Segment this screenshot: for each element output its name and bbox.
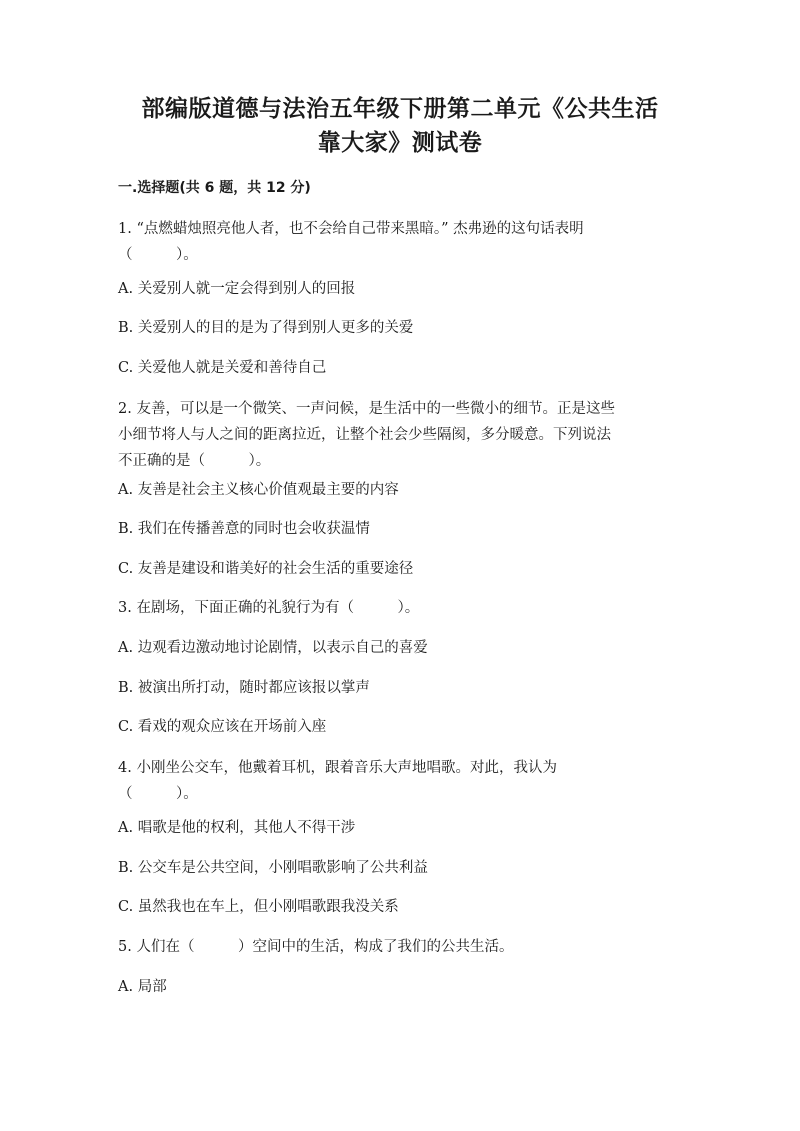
- answer-option[interactable]: A. 友善是社会主义核心价值观最主要的内容: [118, 482, 399, 498]
- section-heading: 一.选择题(共 6 题，共 12 分): [118, 180, 311, 196]
- question-stem: 3. 在剧场，下面正确的礼貌行为有（ ）。: [118, 600, 420, 616]
- question-stem-line: （ ）。: [118, 247, 198, 263]
- title-line-1: 部编版道德与法治五年级下册第二单元《公共生活: [141, 96, 659, 122]
- question-stem-line: 1. “点燃蜡烛照亮他人者，也不会给自己带来黑暗。” 杰弗逊的这句话表明: [118, 221, 584, 237]
- question-stem-line: 2. 友善，可以是一个微笑、一声问候，是生活中的一些微小的细节。正是这些: [118, 401, 615, 417]
- answer-option[interactable]: B. 被演出所打动，随时都应该报以掌声: [118, 680, 370, 696]
- question-stem-line: 小细节将人与人之间的距离拉近，让整个社会少些隔阂，多分暖意。下列说法: [118, 427, 611, 443]
- question-stem: [118, 216, 698, 268]
- answer-option[interactable]: A. 唱歌是他的权利，其他人不得干涉: [118, 820, 356, 836]
- answer-option[interactable]: A. 边观看边激动地讨论剧情，以表示自己的喜爱: [118, 640, 428, 656]
- answer-option[interactable]: C. 友善是建设和谐美好的社会生活的重要途径: [118, 561, 414, 577]
- question-stem-line: 4. 小刚坐公交车，他戴着耳机，跟着音乐大声地唱歌。对此，我认为: [118, 760, 557, 776]
- question-stem-line: （ ）。: [118, 786, 198, 802]
- question-stem: [118, 755, 698, 807]
- answer-option[interactable]: B. 我们在传播善意的同时也会收获温情: [118, 521, 370, 537]
- title-line-2: 靠大家》测试卷: [317, 130, 483, 156]
- answer-option[interactable]: B. 关爱别人的目的是为了得到别人更多的关爱: [118, 320, 414, 336]
- answer-option[interactable]: A. 局部: [118, 979, 167, 995]
- page-title: [110, 92, 690, 160]
- answer-option[interactable]: A. 关爱别人就一定会得到别人的回报: [118, 281, 356, 297]
- answer-option[interactable]: C. 关爱他人就是关爱和善待自己: [118, 360, 327, 376]
- question-stem: 5. 人们在（ ）空间中的生活，构成了我们的公共生活。: [118, 939, 514, 955]
- answer-option[interactable]: C. 看戏的观众应该在开场前入座: [118, 719, 327, 735]
- answer-option[interactable]: B. 公交车是公共空间，小刚唱歌影响了公共利益: [118, 860, 428, 876]
- answer-option[interactable]: C. 虽然我也在车上，但小刚唱歌跟我没关系: [118, 899, 399, 915]
- question-stem: [118, 396, 698, 474]
- question-stem-line: 不正确的是（ ）。: [118, 453, 271, 469]
